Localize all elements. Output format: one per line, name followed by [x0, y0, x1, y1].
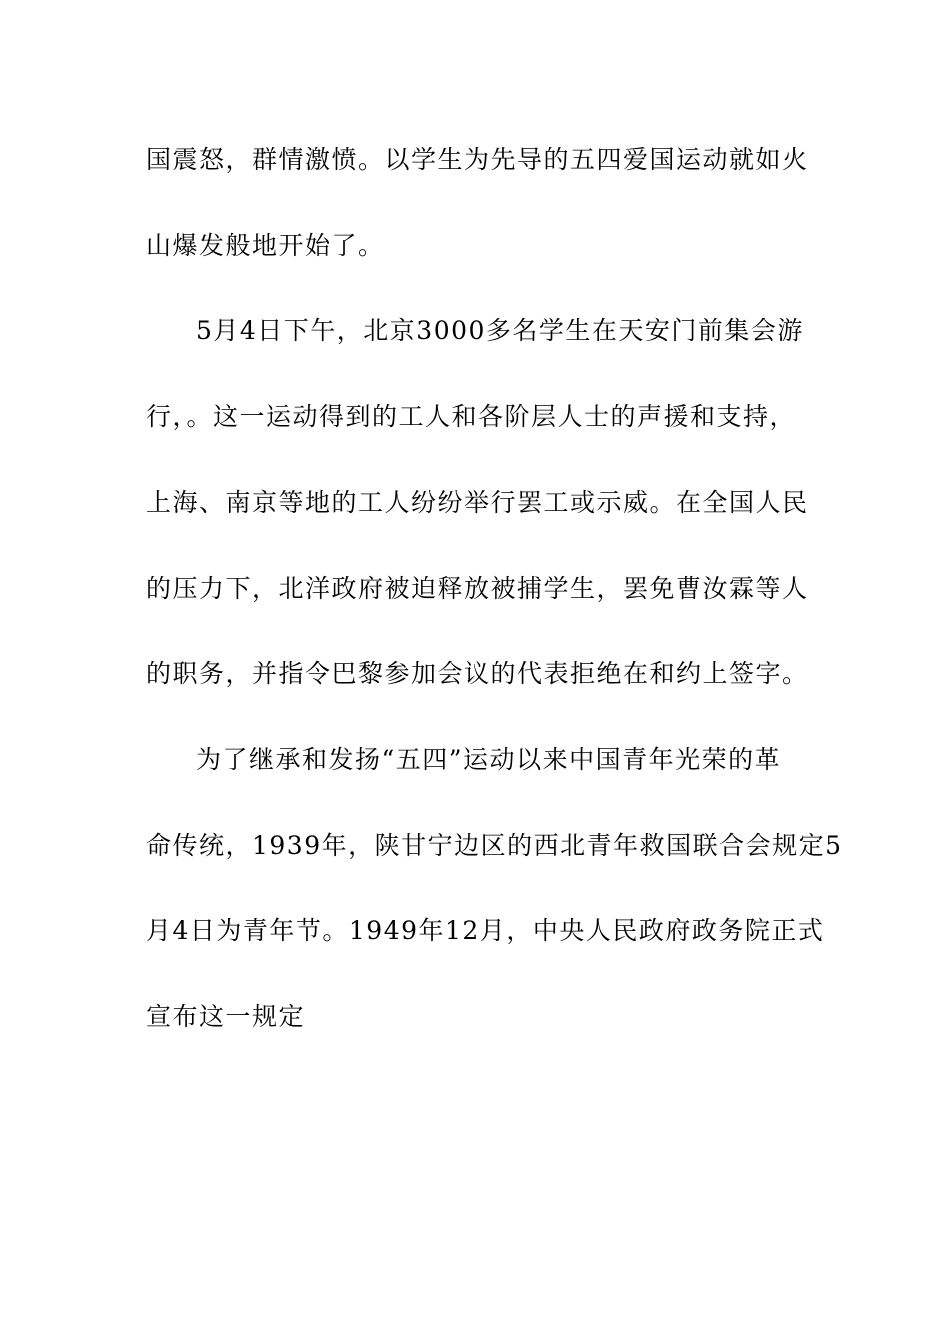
paragraph-2-line-2: 行，。这一运动得到的工人和各阶层人士的声援和支持，	[146, 402, 797, 431]
paragraph-3-line-1: 为了继承和发扬“五四”运动以来中国青年光荣的革	[196, 745, 782, 774]
paragraph-2-line-1: 5月4日下午，北京3000多名学生在天安门前集会游	[196, 316, 804, 345]
paragraph-2-line-4: 的压力下，北洋政府被迫释放被捕学生，罢免曹汝霖等人	[146, 574, 809, 603]
paragraph-3-line-4: 宣布这一规定	[146, 1002, 306, 1031]
paragraph-3-line-3: 月4日为青年节。1949年12月，中央人民政府政务院正式	[146, 916, 825, 945]
paragraph-1-line-1: 国震怒，群情激愤。以学生为先导的五四爱国运动就如火	[146, 145, 809, 174]
paragraph-2-line-5: 的职务，并指令巴黎参加会议的代表拒绝在和约上签字。	[146, 659, 809, 688]
paragraph-1-line-2: 山爆发般地开始了。	[146, 231, 385, 260]
paragraph-2-line-3: 上海、南京等地的工人纷纷举行罢工或示威。在全国人民	[146, 488, 809, 517]
paragraph-3-line-2: 命传统，1939年，陕甘宁边区的西北青年救国联合会规定5	[146, 831, 843, 860]
